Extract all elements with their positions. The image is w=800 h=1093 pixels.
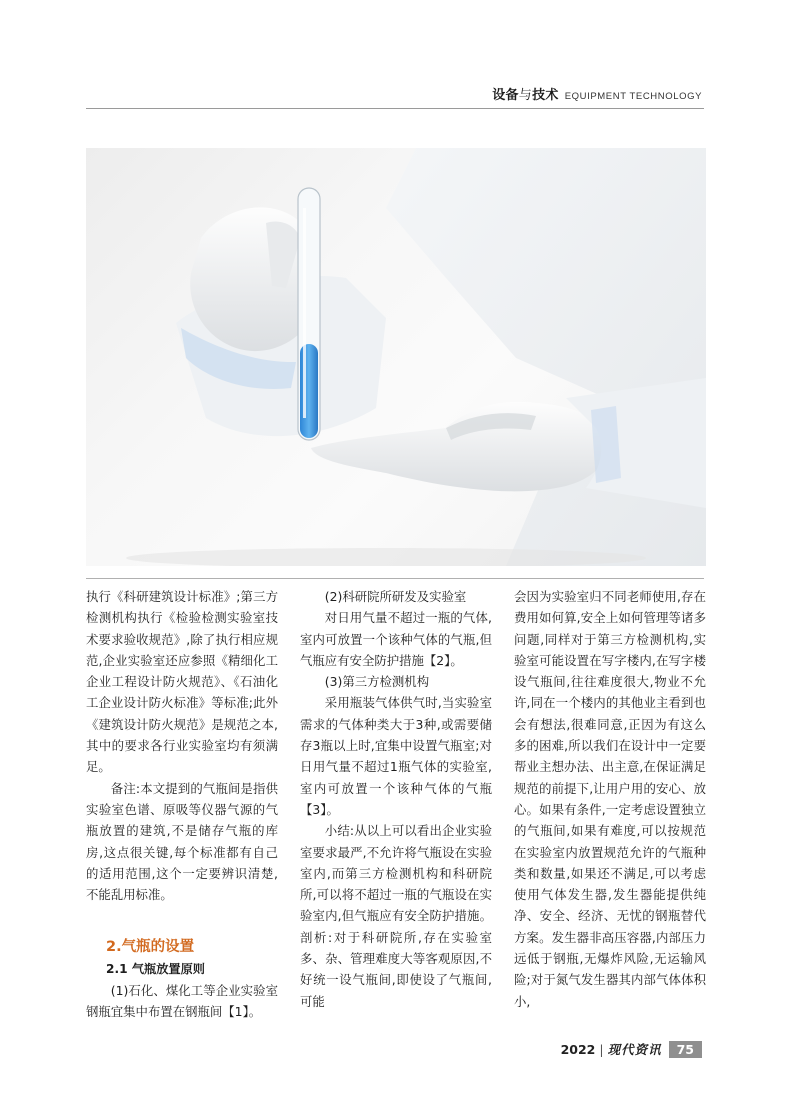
paragraph: 执行《科研建筑设计标准》;第三方检测机构执行《检验检测实验室技术要求验收规范》,除了执行相应规范,企业实验室还应参照《精细化工企业工程设计防火规范》、《石油化工企业设计防火标准》等标准;此外《建筑设计防火规范》是规范之本,其中的要求各行业实验室均有须满足。 <box>86 589 278 775</box>
text-column-1 <box>86 586 278 1023</box>
photo-illustration <box>86 148 706 566</box>
paragraph: 备注:本文提到的气瓶间是指供实验室色谱、原吸等仪器气源的气瓶放置的建筑,不是储存气瓶的库房,这点很关键,每个标准都有自己的适用范围,这个一定要辨识清楚,不能乱用标准。 <box>86 780 278 903</box>
footer-separator: | <box>599 1041 604 1057</box>
paragraph: 小结:从以上可以看出企业实验室要求最严,不允许将气瓶设在实验室内,而第三方检测机构和科研院所,可以将不超过一瓶的气瓶设在实验室内,但气瓶应有安全防护措施。剖析:对于科研院所,存在实验室多、杂、管理难度大等客观原因,不好统一设气瓶间,即使设了气瓶间,可能 <box>300 823 492 1009</box>
page-number: 75 <box>669 1041 702 1058</box>
paragraph: 会因为实验室归不同老师使用,存在费用如何算,安全上如何管理等诸多问题,同样对于第三方检测机构,实验室可能设置在写字楼内,在写字楼设气瓶间,往往难度很大,物业不允许,同在一个楼内的其他业主看到也会有想法,很难同意,正因为有这么多的困难,所以我们在设计中一定要帮业主想办法、出主意,在保证满足规范的前提下,让用户用的安心、放心。如果有条件,一定考虑设置独立的气瓶间,如果有难度,可以按规范在实验室内放置规范允许的气瓶种类和数量,如果还不满足,可以考虑使用气体发生器,发生器能提供纯净、安全、经济、无忧的钢瓶替代方案。发生器非高压容器,内部压力远低于钢瓶,无爆炸风险,无运输风险;对于氮气发生器其内部气体体积小, <box>514 589 706 1009</box>
subsection-heading: 2.1 气瓶放置原则 <box>106 961 205 976</box>
lab-test-tube-photo <box>86 148 706 566</box>
section-label-en: EQUIPMENT TECHNOLOGY <box>564 91 702 102</box>
paragraph: (1)石化、煤化工等企业实验室钢瓶宜集中布置在钢瓶间【1】。 <box>86 983 278 1020</box>
paragraph: 对日用气量不超过一瓶的气体,室内可放置一个该种气体的气瓶,但气瓶应有安全防护措施【2】。 <box>300 610 492 668</box>
paragraph: (2)科研院所研发及实验室 <box>324 589 467 604</box>
issue-year: 2022 <box>560 1041 596 1057</box>
paragraph: (3)第三方检测机构 <box>324 674 430 690</box>
section-heading: 2.气瓶的设置 <box>106 939 195 956</box>
paragraph: 采用瓶装气体供气时,当实验室需求的气体种类大于3种,或需要储存3瓶以上时,宜集中设置气瓶室;对日用气量不超过1瓶气体的实验室,室内可放置一个该种气体的气瓶【3】。 <box>300 695 492 817</box>
header-divider <box>86 108 704 109</box>
column-top-divider <box>86 578 704 579</box>
section-label-cn: 设备与技术 <box>492 88 559 103</box>
text-column-2 <box>300 586 492 1012</box>
running-header <box>492 84 702 103</box>
magazine-name: 现代资讯 <box>607 1042 662 1057</box>
text-column-3 <box>514 586 706 1012</box>
page-footer <box>561 1040 702 1058</box>
